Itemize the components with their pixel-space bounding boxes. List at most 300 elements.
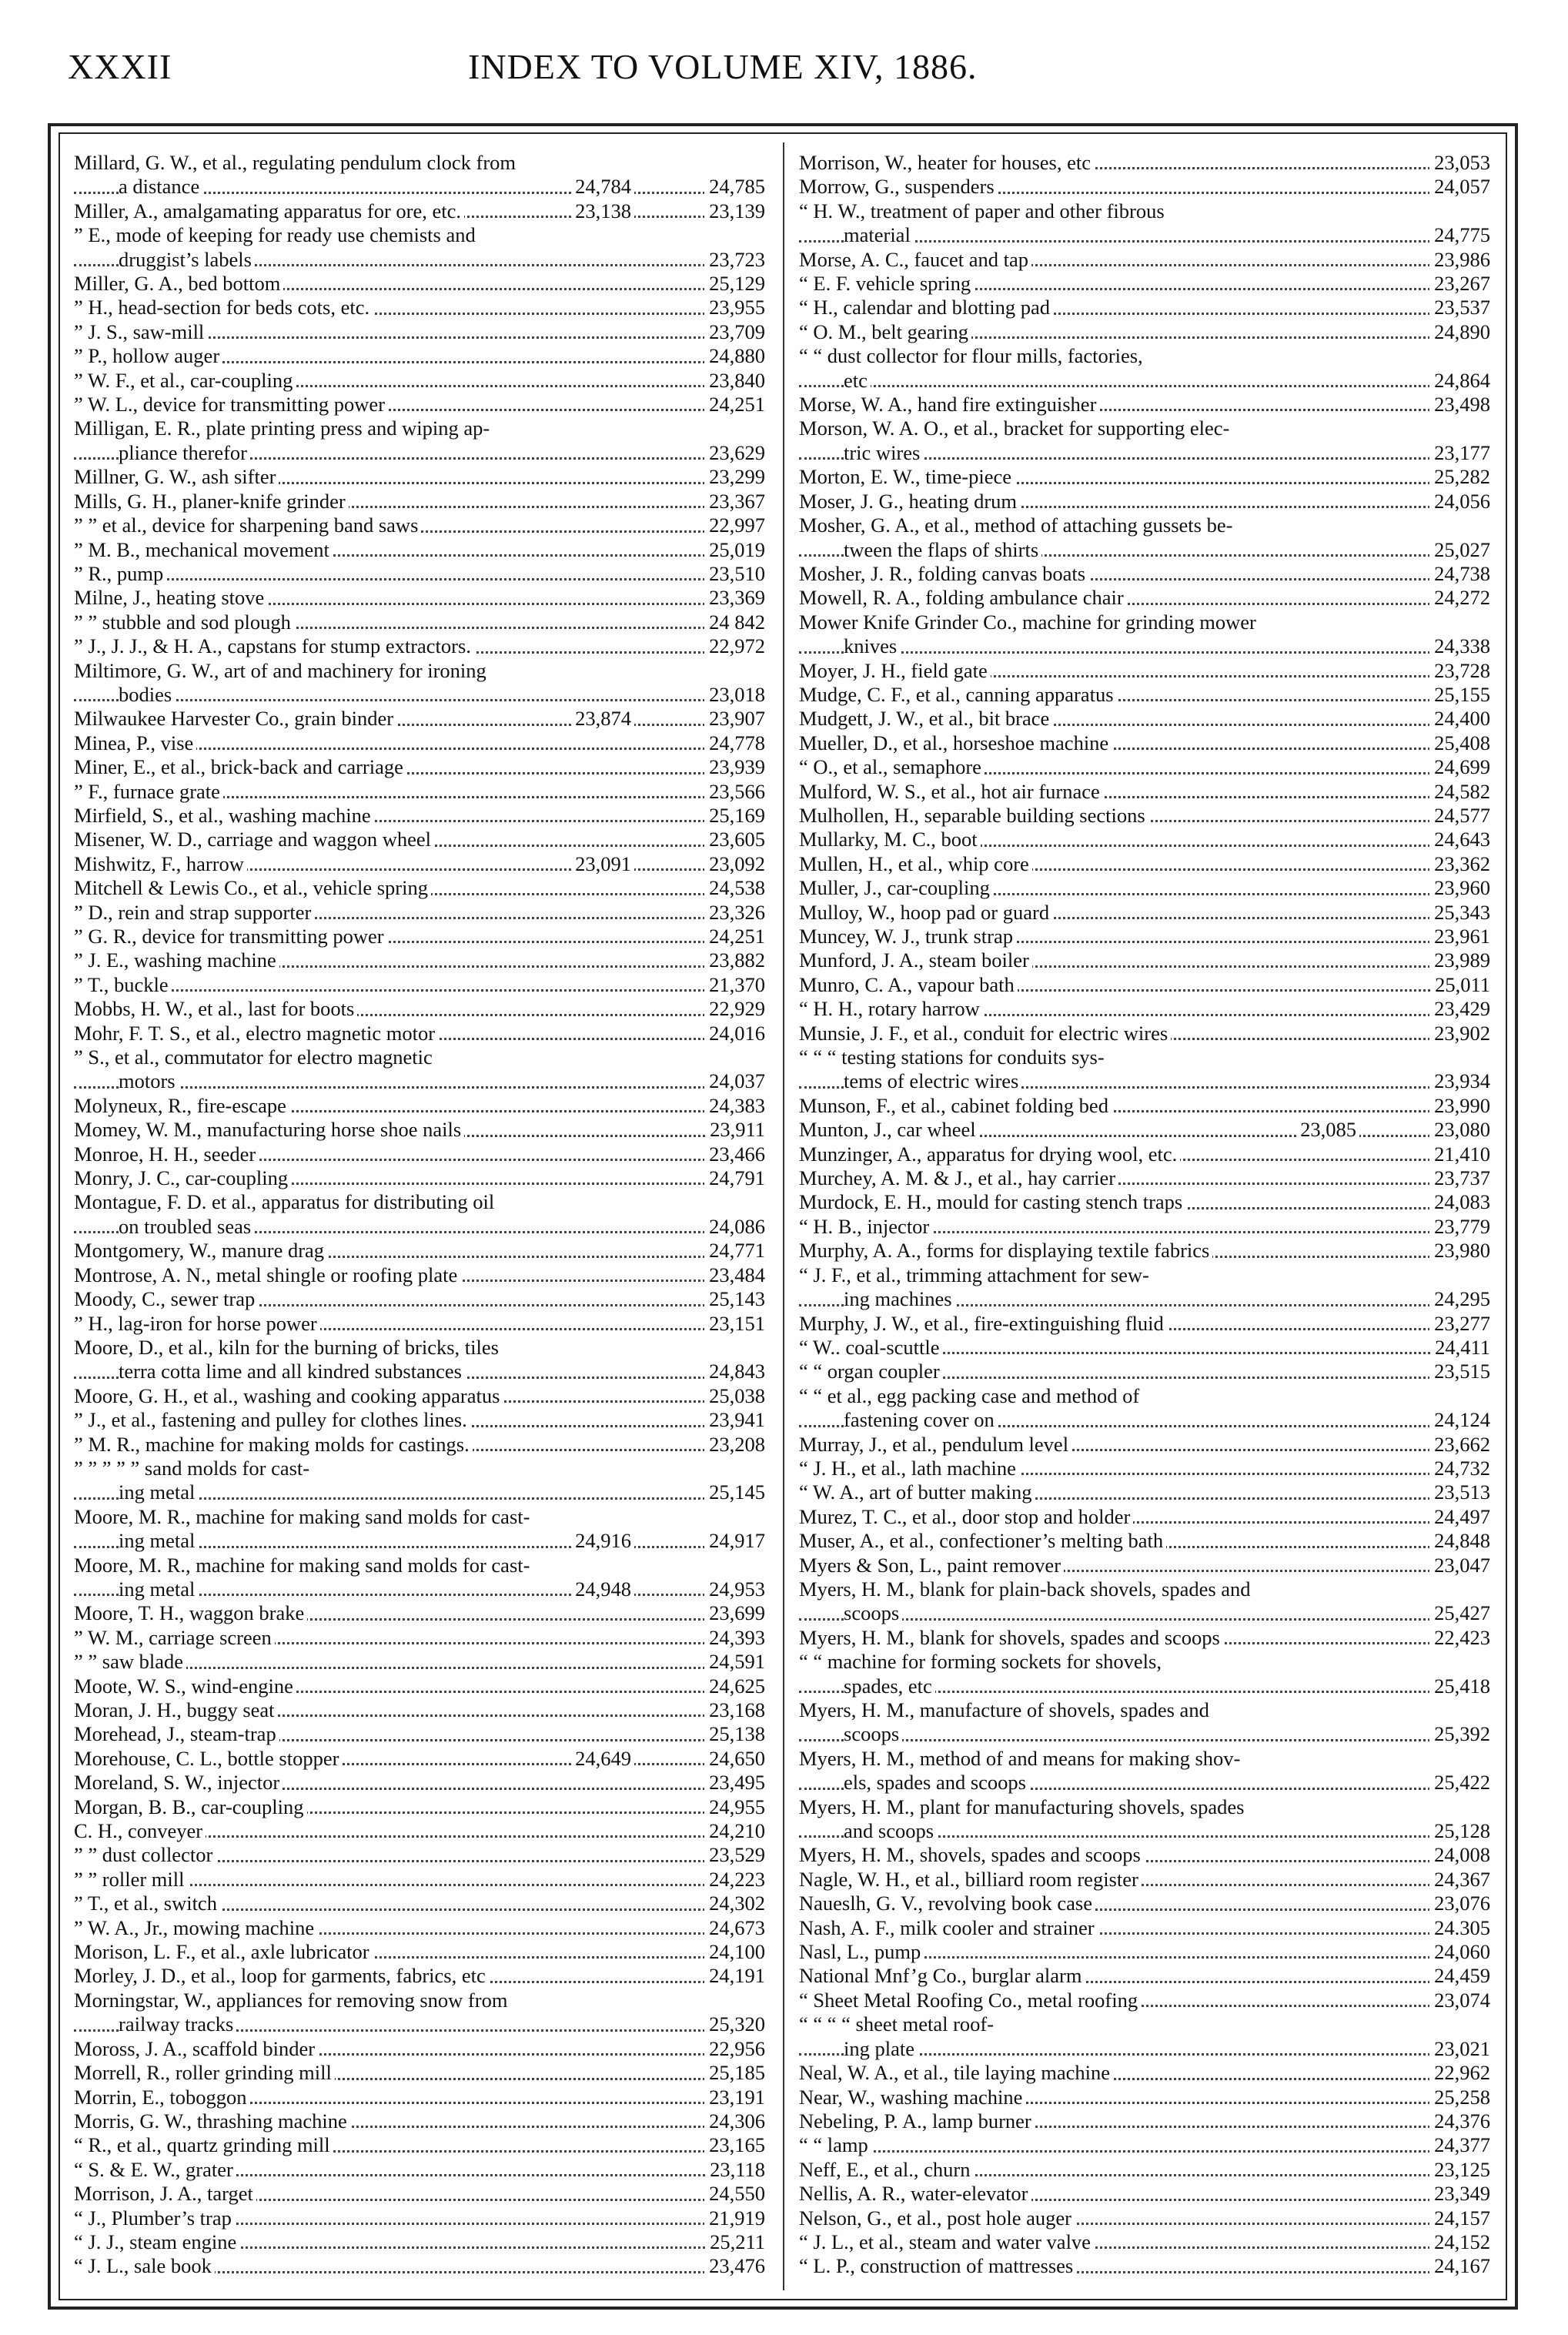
entry-line	[74, 1045, 765, 1069]
entry-text: Mullarky, M. C., boot	[799, 828, 981, 851]
entry-patent-number: 23,168	[704, 1698, 765, 1722]
index-entry	[799, 393, 1492, 416]
entry-last-line	[74, 1940, 765, 1964]
entry-patent-number: 25,282	[1429, 465, 1490, 489]
entry-text: ” W. A., Jr., mowing machine	[74, 1916, 317, 1939]
entry-patent-number: 25,038	[704, 1384, 765, 1408]
entry-last-line	[799, 804, 1490, 828]
index-entry	[799, 2109, 1492, 2133]
entry-last-line	[74, 2012, 765, 2036]
entry-line	[74, 1989, 765, 2012]
entry-patent-number: 24,191	[704, 1964, 765, 1988]
entry-text: Morehead, J., steam-trap	[74, 1722, 279, 1745]
entry-last-line	[74, 1577, 765, 1601]
entry-last-line	[74, 1843, 765, 1867]
entry-last-line	[74, 948, 765, 972]
index-entry	[799, 901, 1492, 925]
entry-last-line	[799, 272, 1490, 296]
entry-last-line	[74, 997, 765, 1021]
entry-text: knives	[844, 634, 900, 657]
entry-text: Moore, T. H., waggon brake	[74, 1601, 307, 1624]
index-entry	[74, 465, 767, 489]
entry-patent-number: 24,400	[1429, 707, 1490, 731]
entry-text: “ J., Plumber’s trap	[74, 2206, 235, 2230]
entry-patent-number: 24.305	[1429, 1916, 1490, 1940]
entry-last-line	[74, 1916, 765, 1940]
entry-line	[799, 1698, 1490, 1722]
entry-last-line	[799, 1480, 1490, 1504]
entry-patent-number: 24,124	[1429, 1408, 1490, 1432]
entry-patent-number: 24,383	[704, 1094, 765, 1118]
entry-text: Murray, J., et al., pendulum level	[799, 1433, 1072, 1456]
entry-last-line	[799, 1118, 1490, 1142]
entry-patent-number: 25,169	[704, 804, 765, 828]
entry-text: Millner, G. W., ash sifter	[74, 465, 279, 488]
entry-text: Nash, A. F., milk cooler and strainer	[799, 1916, 1098, 1939]
entry-patent-number: 23,537	[1429, 296, 1490, 319]
entry-patent-number: 24,577	[1429, 804, 1490, 828]
entry-text: “ “ lamp	[799, 2133, 871, 2156]
index-entry	[799, 1142, 1492, 1166]
entry-last-line	[74, 248, 765, 272]
entry-text: on troubled seas	[119, 1215, 254, 1238]
index-entry	[799, 2158, 1492, 2182]
entry-text: Morrin, E., toboggon	[74, 2086, 250, 2109]
entry-patent-number: 24,459	[1429, 1964, 1490, 1988]
entry-patent-number: 23,515	[1429, 1360, 1490, 1383]
entry-text: Munford, J. A., steam boiler	[799, 948, 1032, 972]
entry-patent-number: 21,919	[704, 2206, 765, 2230]
entry-patent-number: 24,086	[704, 1215, 765, 1239]
index-entry	[74, 659, 767, 708]
index-entry	[74, 2037, 767, 2061]
entry-text: tween the flaps of shirts	[844, 538, 1041, 561]
entry-patent-number: 24,083	[1429, 1190, 1490, 1214]
entry-text: Mohr, F. T. S., et al., electro magnetic motor	[74, 1022, 438, 1045]
entry-last-line	[74, 2254, 765, 2278]
entry-text: Morrell, R., roller grinding mill	[74, 2061, 335, 2084]
entry-last-line	[799, 223, 1490, 247]
entry-patent-number: 24,377	[1429, 2133, 1490, 2157]
entry-text: Murez, T. C., et al., door stop and holder	[799, 1505, 1133, 1528]
entry-patent-number: 24,864	[1429, 369, 1490, 393]
index-entry	[799, 1190, 1492, 1214]
entry-patent-number: 23,513	[1429, 1480, 1490, 1504]
index-entry	[799, 804, 1492, 828]
entry-patent-number: 23,484	[704, 1263, 765, 1287]
entry-last-line	[74, 1433, 765, 1457]
entry-last-line	[799, 1989, 1490, 2012]
index-entry	[74, 1892, 767, 1915]
entry-text: pliance therefor	[119, 441, 250, 464]
entry-patent-number: 24,060	[1429, 1940, 1490, 1964]
index-entry	[799, 1650, 1492, 1698]
entry-text: Nelson, G., et al., post hole auger	[799, 2206, 1075, 2230]
entry-last-line	[74, 1868, 765, 1892]
entry-patent-number: 23,629	[704, 441, 765, 465]
entry-text: “ “ “ “ sheet metal roof-	[799, 2012, 995, 2036]
index-entry	[74, 731, 767, 755]
entry-last-line	[799, 1433, 1490, 1457]
entry-patent-number: 23,662	[1429, 1433, 1490, 1457]
entry-text: “ “ dust collector for flour mills, factories,	[799, 344, 1143, 368]
entry-text: material	[844, 223, 914, 246]
entry-text: Montague, F. D. et al., apparatus for distributing oil	[74, 1190, 495, 1214]
entry-patent-number: 23,709	[704, 320, 765, 344]
entry-last-line	[799, 1022, 1490, 1045]
entry-patent-number: 23,907	[704, 707, 765, 731]
entry-last-line	[799, 1940, 1490, 1964]
entry-text: Morrow, G., suspenders	[799, 175, 998, 198]
entry-patent-number: 24,880	[704, 344, 765, 368]
entry-text: ” ” saw blade	[74, 1650, 186, 1673]
index-entry	[74, 1166, 767, 1190]
entry-last-line	[799, 586, 1490, 610]
index-entry	[74, 828, 767, 851]
entry-text: “ “ “ testing stations for conduits sys-	[799, 1045, 1105, 1069]
entry-patent-number: 23,267	[1429, 272, 1490, 296]
entry-text: Myers & Son, L., paint remover	[799, 1554, 1064, 1577]
entry-patent-number: 24,732	[1429, 1457, 1490, 1480]
index-entry	[74, 634, 767, 658]
entry-last-line	[799, 1674, 1490, 1698]
entry-last-line	[74, 852, 765, 876]
entry-last-line	[799, 2182, 1490, 2206]
index-entry	[799, 562, 1492, 586]
entry-patent-number: 24,643	[1429, 828, 1490, 851]
entry-text: Mobbs, H. W., et al., last for boots	[74, 997, 357, 1020]
entry-last-line	[799, 2037, 1490, 2061]
entry-last-line	[74, 513, 765, 537]
index-entry	[74, 151, 767, 199]
entry-text: National Mnf’g Co., burglar alarm	[799, 1964, 1085, 1987]
entry-text: “ O., et al., semaphore	[799, 755, 985, 778]
index-entry	[74, 1989, 767, 2037]
entry-last-line	[74, 2109, 765, 2133]
entry-text: Miner, E., et al., brick-back and carriage	[74, 755, 406, 778]
index-entry	[74, 562, 767, 586]
entry-patent-number: 25,027	[1429, 538, 1490, 562]
entry-text: Milligan, E. R., plate printing press and wiping ap-	[74, 416, 490, 440]
entry-patent-number: 24,591	[704, 1650, 765, 1674]
entry-last-line	[74, 1626, 765, 1650]
entry-last-line	[799, 2109, 1490, 2133]
entry-line	[74, 1554, 765, 1577]
entry-last-line	[74, 901, 765, 925]
entry-patent-number: 24,843	[704, 1360, 765, 1383]
entry-patent-number: 21,410	[1429, 1142, 1490, 1166]
entry-last-line	[799, 1964, 1490, 1988]
entry-patent-number: 23,941	[704, 1408, 765, 1432]
index-entry	[74, 586, 767, 610]
entry-text: Misener, W. D., carriage and waggon wheel	[74, 828, 434, 851]
index-entry	[74, 272, 767, 296]
entry-last-line	[799, 562, 1490, 586]
entry-text: ” G. R., device for transmitting power	[74, 925, 387, 948]
entry-last-line	[799, 369, 1490, 393]
entry-last-line	[74, 1964, 765, 1988]
entry-text: Moore, M. R., machine for making sand molds for cast-	[74, 1504, 530, 1528]
entry-last-line	[799, 1069, 1490, 1093]
entry-patent-number: 23,529	[704, 1843, 765, 1867]
entry-last-line	[74, 562, 765, 586]
entry-text: Nebeling, P. A., lamp burner	[799, 2109, 1035, 2133]
leader-dots	[799, 651, 1490, 654]
entry-patent-number: 24,223	[704, 1868, 765, 1892]
entry-last-line	[74, 1384, 765, 1408]
entry-last-line	[74, 1408, 765, 1432]
entry-last-line	[799, 1239, 1490, 1263]
entry-patent-number: 24,393	[704, 1626, 765, 1650]
entry-text: ” S., et al., commutator for electro magnetic	[74, 1045, 433, 1069]
entry-text: ing metal	[119, 1577, 198, 1601]
entry-patent-number: 22,997	[704, 513, 765, 537]
entry-patent-number: 23,961	[1429, 925, 1490, 948]
entry-text: Neff, E., et al., churn	[799, 2158, 973, 2181]
entry-text: Morehouse, C. L., bottle stopper	[74, 1747, 342, 1770]
entry-patent-number: 25,128	[1429, 1819, 1490, 1843]
entry-last-line	[74, 1601, 765, 1625]
index-entry	[799, 1312, 1492, 1336]
index-entry	[74, 513, 767, 537]
entry-last-line	[74, 1674, 765, 1698]
entry-last-line	[799, 2133, 1490, 2157]
entry-patent-number: 23,326	[704, 901, 765, 925]
entry-patent-number: 25,343	[1429, 901, 1490, 925]
entry-last-line	[799, 1215, 1490, 1239]
leader-dots	[74, 989, 765, 992]
entry-cross-reference-number: 23,138	[572, 199, 634, 223]
index-entry	[74, 1263, 767, 1287]
entry-patent-number: 23,367	[704, 490, 765, 513]
index-entry	[74, 2109, 767, 2133]
entry-patent-number: 23,080	[1429, 1118, 1490, 1142]
entry-patent-number: 22,423	[1429, 1626, 1490, 1650]
entry-text: Mitchell & Lewis Co., et al., vehicle spring	[74, 876, 431, 899]
entry-text: Moran, J. H., buggy seat	[74, 1698, 278, 1721]
entry-text: ” D., rein and strap supporter	[74, 901, 314, 924]
entry-patent-number: 23,299	[704, 465, 765, 489]
entry-text: Morgan, B. B., car-coupling	[74, 1795, 307, 1818]
entry-text: Moser, J. G., heating drum	[799, 490, 1020, 513]
entry-patent-number: 24,890	[1429, 320, 1490, 344]
entry-patent-number: 23,076	[1429, 1892, 1490, 1915]
entry-text: Mulford, W. S., et al., hot air furnace	[799, 780, 1103, 803]
index-entry	[799, 1892, 1492, 1915]
entry-text: ” ” stubble and sod plough	[74, 611, 294, 634]
leader-dots	[799, 385, 1490, 387]
entry-cross-reference-number: 24,948	[572, 1577, 634, 1601]
entry-last-line	[74, 393, 765, 416]
index-entry	[799, 1239, 1492, 1263]
leader-dots	[799, 1618, 1490, 1621]
entry-patent-number: 23,177	[1429, 441, 1490, 465]
entry-cross-reference-number: 24,649	[572, 1747, 634, 1771]
entry-patent-number: 23,495	[704, 1771, 765, 1795]
entry-patent-number: 25,392	[1429, 1722, 1490, 1746]
entry-last-line	[74, 1312, 765, 1336]
index-entry	[74, 1722, 767, 1746]
entry-text: Mishwitz, F., harrow	[74, 852, 247, 875]
index-entry	[799, 1529, 1492, 1553]
entry-patent-number: 23,723	[704, 248, 765, 272]
entry-patent-number: 23,208	[704, 1433, 765, 1457]
entry-last-line	[74, 1722, 765, 1746]
entry-line	[74, 1457, 765, 1480]
entry-last-line	[799, 2206, 1490, 2230]
entry-text: Munton, J., car wheel	[799, 1118, 979, 1141]
entry-last-line	[799, 1843, 1490, 1867]
index-entry	[799, 1795, 1492, 1844]
entry-last-line	[799, 925, 1490, 948]
entry-last-line	[799, 2158, 1490, 2182]
entry-patent-number: 22,972	[704, 634, 765, 658]
entry-text: Mirfield, S., et al., washing machine	[74, 804, 374, 827]
entry-text: Muser, A., et al., confectioner’s melting bath	[799, 1529, 1166, 1552]
entry-last-line	[799, 659, 1490, 683]
entry-patent-number: 23,165	[704, 2133, 765, 2157]
entry-patent-number: 24,625	[704, 1674, 765, 1698]
entry-text: railway tracks	[119, 2012, 236, 2036]
entry-line	[74, 1190, 765, 1214]
entry-patent-number: 24,367	[1429, 1868, 1490, 1892]
index-entry	[74, 1336, 767, 1384]
entry-patent-number: 24,152	[1429, 2230, 1490, 2254]
entry-text: ing plate	[844, 2037, 918, 2060]
entry-last-line	[799, 2061, 1490, 2085]
entry-text: Myers, H. M., blank for shovels, spades and scoops	[799, 1626, 1223, 1649]
entry-text: Myers, H. M., shovels, spades and scoops	[799, 1843, 1144, 1866]
entry-text: Moore, D., et al., kiln for the burning of bricks, tiles	[74, 1335, 499, 1359]
entry-patent-number: 23,092	[704, 852, 765, 876]
entry-text: Murdock, E. H., mould for casting stench traps	[799, 1190, 1185, 1213]
index-entry	[74, 1626, 767, 1650]
entry-last-line	[799, 876, 1490, 900]
entry-last-line	[799, 296, 1490, 319]
entry-text: scoops	[844, 1601, 902, 1624]
entry-last-line	[74, 2182, 765, 2206]
entry-text: etc	[844, 369, 871, 392]
entry-last-line	[799, 780, 1490, 804]
index-entry	[799, 683, 1492, 707]
index-entry	[74, 1457, 767, 1505]
entry-patent-number: 24,272	[1429, 586, 1490, 610]
entry-patent-number: 23,911	[705, 1118, 765, 1142]
entry-line	[799, 1263, 1490, 1287]
entry-last-line	[74, 1142, 765, 1166]
entry-text: Moody, C., sewer trap	[74, 1287, 258, 1310]
entry-text: fastening cover on	[844, 1408, 998, 1431]
entry-text: Mower Knife Grinder Co., machine for grinding mower	[799, 610, 1256, 634]
entry-patent-number: 23,699	[704, 1601, 765, 1625]
entry-line	[799, 513, 1490, 537]
index-entry	[799, 296, 1492, 319]
entry-text: “ E. F. vehicle spring	[799, 272, 974, 295]
entry-patent-number: 24,056	[1429, 490, 1490, 513]
index-entry	[799, 1868, 1492, 1892]
entry-text: ” P., hollow auger	[74, 344, 222, 367]
entry-last-line	[74, 1287, 765, 1311]
entry-last-line	[799, 490, 1490, 513]
index-entry	[799, 755, 1492, 779]
index-entry	[799, 272, 1492, 296]
entry-last-line	[74, 755, 765, 779]
entry-line	[74, 223, 765, 247]
entry-patent-number: 24,673	[704, 1916, 765, 1940]
entry-text: Mullen, H., et al., whip core	[799, 852, 1032, 875]
entry-text: ” H., lag-iron for horse power	[74, 1312, 320, 1335]
entry-patent-number: 24,791	[704, 1166, 765, 1190]
entry-patent-number: 23,566	[704, 780, 765, 804]
index-entry	[799, 2254, 1492, 2278]
index-entry	[74, 2182, 767, 2206]
entry-cross-reference-number: 23,874	[572, 707, 634, 731]
entry-last-line	[799, 828, 1490, 851]
entry-text: Muller, J., car-coupling	[799, 876, 993, 899]
entry-text: ” F., furnace grate	[74, 780, 223, 803]
index-entry	[799, 1360, 1492, 1383]
index-entry	[799, 1843, 1492, 1867]
entry-patent-number: 23,369	[704, 586, 765, 610]
entry-last-line	[74, 683, 765, 707]
entry-last-line	[74, 731, 765, 755]
entry-last-line	[74, 2133, 765, 2157]
index-entry	[799, 1554, 1492, 1577]
index-entry	[74, 901, 767, 925]
page-title: INDEX TO VOLUME XIV, 1886.	[468, 47, 978, 86]
entry-patent-number: 23,018	[704, 683, 765, 707]
entry-text: Muncey, W. J., trunk strap	[799, 925, 1016, 948]
entry-patent-number: 22,956	[704, 2037, 765, 2061]
entry-text: ” T., buckle	[74, 973, 172, 996]
index-entry	[74, 1312, 767, 1336]
entry-text: Moreland, S. W., injector	[74, 1771, 283, 1794]
entry-patent-number: 23,118	[705, 2158, 765, 2182]
entry-text: scoops	[844, 1722, 902, 1745]
entry-line	[799, 1577, 1490, 1601]
entry-last-line	[799, 175, 1490, 199]
entry-last-line	[74, 2086, 765, 2109]
entry-last-line	[74, 611, 765, 634]
index-entry	[74, 2158, 767, 2182]
entry-patent-number: 24,057	[1429, 175, 1490, 199]
entry-last-line	[799, 1916, 1490, 1940]
entry-patent-number: 23,021	[1429, 2037, 1490, 2061]
entry-last-line	[74, 1698, 765, 1722]
entry-patent-number: 24,738	[1429, 562, 1490, 586]
index-entry	[74, 852, 767, 876]
index-entry	[74, 1916, 767, 1940]
entry-patent-number: 24,550	[704, 2182, 765, 2206]
index-entry	[799, 1505, 1492, 1529]
index-entry	[799, 1964, 1492, 1988]
index-entry	[74, 925, 767, 948]
entry-text: Myers, H. M., manufacture of shovels, spades and	[799, 1698, 1209, 1721]
entry-patent-number: 23,047	[1429, 1554, 1490, 1577]
entry-patent-number: 23,362	[1429, 852, 1490, 876]
entry-line	[74, 151, 765, 175]
entry-last-line	[799, 248, 1490, 272]
entry-patent-number: 23,605	[704, 828, 765, 851]
entry-last-line	[799, 1408, 1490, 1432]
entry-patent-number: 23,053	[1429, 151, 1490, 175]
entry-patent-number: 24,955	[704, 1795, 765, 1819]
entry-text: Nellis, A. R., water-elevator	[799, 2182, 1031, 2205]
entry-line	[74, 1336, 765, 1360]
entry-text: “ O. M., belt gearing	[799, 320, 971, 343]
entry-patent-number: 25,258	[1429, 2086, 1490, 2109]
index-entry	[799, 1698, 1492, 1747]
